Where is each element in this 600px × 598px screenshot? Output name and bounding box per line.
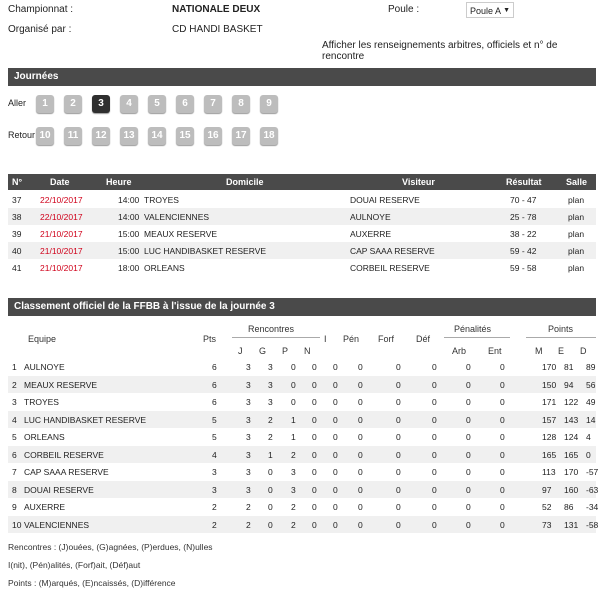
standings-j: 3 (246, 379, 251, 390)
standings-ent: 0 (500, 379, 505, 390)
match-date: 21/10/2017 (40, 263, 83, 273)
standings-p: 2 (291, 449, 296, 460)
match-num: 37 (12, 195, 22, 205)
standings-team: AUXERRE (24, 502, 66, 512)
standings-pen: 0 (358, 379, 363, 390)
standings-e: 143 (564, 414, 579, 425)
standings-pen: 0 (358, 449, 363, 460)
col-d: D (580, 346, 587, 356)
standings-rank: 1 (12, 362, 17, 372)
standings-g: 3 (268, 362, 273, 372)
chevron-down-icon: ▼ (503, 7, 510, 14)
standings-team: TROYES (24, 397, 59, 407)
standings-i: 0 (333, 484, 338, 495)
matches-header (8, 174, 596, 190)
poule-label: Poule : (388, 4, 420, 15)
match-resultat: 59 - 58 (510, 263, 537, 273)
standings-g: 0 (268, 484, 273, 495)
standings-forf: 0 (396, 362, 401, 372)
championnat-label: Championnat : (8, 4, 74, 15)
match-visiteur: CAP SAAA RESERVE (350, 246, 435, 256)
match-row (8, 191, 596, 208)
standings-forf: 0 (396, 449, 401, 460)
standings-ent: 0 (500, 362, 505, 372)
standings-p: 0 (291, 397, 296, 407)
col-g: G (259, 346, 267, 356)
standings-g: 3 (268, 379, 273, 390)
standings-d: -58 (586, 519, 599, 530)
standings-n: 0 (312, 362, 317, 372)
col-equipe: Equipe (28, 334, 57, 344)
legend-line-3: Points : (M)arqués, (E)ncaissés, (D)ifférence (8, 578, 176, 588)
col-salle: Salle (566, 177, 588, 187)
standings-i: 0 (333, 379, 338, 390)
standings-rank: 4 (12, 414, 17, 425)
col-n: N (304, 346, 311, 356)
round-button-9[interactable]: 9 (260, 95, 278, 113)
standings-e: 94 (564, 379, 574, 390)
col-arb: Arb (452, 346, 467, 356)
legend-line-1: Rencontres : (J)ouées, (G)agnées, (P)erdues, (N)ulles (8, 542, 213, 552)
round-button-12[interactable]: 12 (92, 127, 110, 145)
match-row (8, 208, 596, 225)
match-num: 38 (12, 212, 22, 222)
standings-ent: 0 (500, 432, 505, 442)
standings-def: 0 (432, 379, 437, 390)
standings-pts: 4 (212, 449, 217, 460)
round-button-15[interactable]: 15 (176, 127, 194, 145)
col-def: Déf (416, 334, 431, 344)
standings-n: 0 (312, 379, 317, 390)
legend-line-2: I(nit), (Pén)alités, (Forf)ait, (Déf)aut (8, 560, 141, 570)
standings-ent: 0 (500, 484, 505, 495)
standings-forf: 0 (396, 379, 401, 390)
standings-row (8, 428, 596, 445)
standings-rank: 10 (12, 519, 22, 530)
match-row (8, 242, 596, 259)
standings-ent: 0 (500, 397, 505, 407)
col-num: N° (12, 177, 23, 187)
standings-def: 0 (432, 362, 437, 372)
round-button-4[interactable]: 4 (120, 95, 138, 113)
standings-pen: 0 (358, 397, 363, 407)
standings-n: 0 (312, 484, 317, 495)
col-e: E (558, 346, 565, 356)
col-ent: Ent (488, 346, 502, 356)
standings-p: 2 (291, 502, 296, 512)
standings-m: 52 (542, 502, 552, 512)
standings-title: Classement officiel de la FFBB à l'issue de la journée 3 (14, 301, 275, 312)
standings-e: 124 (564, 432, 579, 442)
standings-row (8, 498, 599, 515)
standings-def: 0 (432, 519, 437, 530)
standings-team: ORLEANS (24, 432, 65, 442)
standings-arb: 0 (466, 432, 471, 442)
match-domicile: LUC HANDIBASKET RESERVE (144, 246, 267, 256)
standings-d: 49 (586, 397, 596, 407)
match-heure: 15:00 (118, 246, 140, 256)
standings-g: 2 (268, 414, 273, 425)
standings-n: 0 (312, 502, 317, 512)
standings-forf: 0 (396, 467, 401, 477)
col-visiteur: Visiteur (402, 177, 435, 187)
standings-m: 97 (542, 484, 552, 495)
match-date: 22/10/2017 (40, 195, 83, 205)
standings-d: -34 (586, 502, 599, 512)
standings-row (8, 446, 596, 463)
col-points: Points (548, 324, 574, 334)
standings-pts: 2 (212, 502, 217, 512)
match-date: 21/10/2017 (40, 246, 83, 256)
standings-pen: 0 (358, 414, 363, 425)
round-button-1[interactable]: 1 (36, 95, 54, 113)
standings-pts: 3 (212, 467, 217, 477)
match-visiteur: CORBEIL RESERVE (350, 263, 430, 273)
standings-e: 86 (564, 502, 574, 512)
match-domicile: TROYES (144, 195, 179, 205)
standings-pts: 6 (212, 362, 217, 372)
col-rencontres: Rencontres (248, 324, 295, 334)
poule-select[interactable] (466, 2, 514, 18)
standings-ent: 0 (500, 467, 505, 477)
standings-e: 81 (564, 362, 574, 372)
standings-m: 150 (542, 379, 557, 390)
standings-m: 170 (542, 362, 557, 372)
match-salle[interactable]: plan (568, 212, 585, 222)
round-button-3[interactable]: 3 (92, 95, 110, 113)
round-button-6[interactable]: 6 (176, 95, 194, 113)
journees-title: Journées (14, 71, 59, 82)
round-button-7[interactable]: 7 (204, 95, 222, 113)
poule-select-value: Poule A (470, 6, 502, 16)
standings-e: 165 (564, 449, 579, 460)
standings-m: 113 (542, 467, 556, 477)
standings-g: 0 (268, 502, 273, 512)
championnat-value: NATIONALE DEUX (172, 4, 261, 15)
standings-i: 0 (333, 414, 338, 425)
standings-pen: 0 (358, 519, 363, 530)
standings-team: LUC HANDIBASKET RESERVE (24, 414, 147, 425)
standings-p: 3 (291, 467, 296, 477)
round-button-17[interactable]: 17 (232, 127, 250, 145)
standings-n: 0 (312, 519, 317, 530)
standings-j: 2 (246, 519, 251, 530)
match-heure: 14:00 (118, 195, 140, 205)
standings-pen: 0 (358, 432, 363, 442)
standings-pen: 0 (358, 362, 363, 372)
round-button-14[interactable]: 14 (148, 127, 166, 145)
round-button-10[interactable]: 10 (36, 127, 54, 145)
standings-rank: 3 (12, 397, 17, 407)
round-button-18[interactable]: 18 (260, 127, 278, 145)
standings-e: 122 (564, 397, 579, 407)
match-salle[interactable]: plan (568, 195, 585, 205)
col-j: J (238, 346, 243, 356)
match-num: 39 (12, 229, 22, 239)
standings-ent: 0 (500, 414, 505, 425)
col-p: P (282, 346, 289, 356)
match-salle[interactable]: plan (568, 263, 585, 273)
standings-forf: 0 (396, 502, 401, 512)
standings-m: 157 (542, 414, 557, 425)
standings-e: 160 (564, 484, 579, 495)
standings-team: AULNOYE (24, 362, 65, 372)
journees-bar (8, 68, 596, 86)
match-heure: 18:00 (118, 263, 140, 273)
standings-m: 165 (542, 449, 557, 460)
standings-d: 89 (586, 362, 596, 372)
standings-arb: 0 (466, 502, 471, 512)
standings-arb: 0 (466, 467, 471, 477)
round-button-8[interactable]: 8 (232, 95, 250, 113)
standings-i: 0 (333, 362, 338, 372)
match-date: 21/10/2017 (40, 229, 83, 239)
standings-row (8, 516, 599, 533)
standings-g: 2 (268, 432, 273, 442)
info-link[interactable]: Afficher les renseignements arbitres, officiels et n° de rencontre (322, 40, 558, 62)
standings-def: 0 (432, 397, 437, 407)
standings-row (8, 481, 599, 498)
standings-e: 170 (564, 467, 579, 477)
match-domicile: VALENCIENNES (144, 212, 210, 222)
organise-label: Organisé par : (8, 24, 72, 35)
standings-i: 0 (333, 432, 338, 442)
standings-j: 3 (246, 397, 251, 407)
standings-p: 0 (291, 362, 296, 372)
standings-j: 2 (246, 502, 251, 512)
standings-p: 2 (291, 519, 296, 530)
standings-arb: 0 (466, 449, 471, 460)
standings-pen: 0 (358, 502, 363, 512)
match-heure: 15:00 (118, 229, 140, 239)
standings-i: 0 (333, 449, 338, 460)
match-domicile: ORLEANS (144, 263, 185, 273)
standings-i: 0 (333, 502, 338, 512)
standings-row (8, 376, 596, 393)
standings-i: 0 (333, 467, 338, 477)
standings-rank: 5 (12, 432, 17, 442)
standings-pts: 2 (212, 519, 217, 530)
standings-d: -57 (586, 467, 599, 477)
col-pen: Pén (343, 334, 360, 344)
standings-team: MEAUX RESERVE (24, 379, 98, 390)
standings-arb: 0 (466, 362, 471, 372)
standings-pts: 5 (212, 414, 217, 425)
standings-g: 1 (268, 449, 273, 460)
standings-rank: 2 (12, 379, 17, 390)
match-visiteur: AULNOYE (350, 212, 391, 222)
match-row (8, 225, 596, 242)
round-button-5[interactable]: 5 (148, 95, 166, 113)
standings-rank: 8 (12, 484, 17, 495)
standings-forf: 0 (396, 519, 401, 530)
round-button-2[interactable]: 2 (64, 95, 82, 113)
standings-ent: 0 (500, 449, 505, 460)
standings-i: 0 (333, 397, 338, 407)
standings-def: 0 (432, 484, 437, 495)
standings-def: 0 (432, 467, 437, 477)
organise-value: CD HANDI BASKET (172, 24, 263, 35)
standings-pts: 6 (212, 397, 217, 407)
standings-arb: 0 (466, 519, 471, 530)
match-domicile: MEAUX RESERVE (144, 229, 218, 239)
standings-forf: 0 (396, 432, 401, 442)
standings-team: VALENCIENNES (24, 519, 90, 530)
match-visiteur: AUXERRE (350, 229, 392, 239)
standings-j: 3 (246, 484, 251, 495)
points-underline (526, 337, 596, 338)
round-button-16[interactable]: 16 (204, 127, 222, 145)
standings-ent: 0 (500, 519, 505, 530)
match-resultat: 70 - 47 (510, 195, 537, 205)
match-row (8, 259, 596, 276)
standings-p: 0 (291, 379, 296, 390)
match-date: 22/10/2017 (40, 212, 83, 222)
standings-g: 0 (268, 467, 273, 477)
standings-g: 3 (268, 397, 273, 407)
standings-n: 0 (312, 449, 317, 460)
standings-def: 0 (432, 502, 437, 512)
standings-forf: 0 (396, 397, 401, 407)
standings-e: 131 (564, 519, 579, 530)
standings-def: 0 (432, 414, 437, 425)
col-date: Date (50, 177, 70, 187)
match-salle[interactable]: plan (568, 229, 585, 239)
standings-row (8, 393, 596, 410)
standings-p: 1 (291, 432, 296, 442)
match-num: 41 (12, 263, 22, 273)
standings-m: 73 (542, 519, 552, 530)
standings-n: 0 (312, 397, 317, 407)
match-resultat: 38 - 22 (510, 229, 537, 239)
standings-row (8, 358, 596, 375)
col-m: M (535, 346, 543, 356)
round-button-11[interactable]: 11 (64, 127, 82, 145)
standings-n: 0 (312, 467, 317, 477)
col-heure: Heure (106, 177, 132, 187)
col-resultat: Résultat (506, 177, 542, 187)
standings-j: 3 (246, 467, 251, 477)
rencontres-underline (232, 337, 320, 338)
standings-j: 3 (246, 414, 251, 425)
standings-arb: 0 (466, 379, 471, 390)
standings-forf: 0 (396, 414, 401, 425)
standings-rank: 7 (12, 467, 17, 477)
standings-arb: 0 (466, 414, 471, 425)
standings-team: DOUAI RESERVE (24, 484, 94, 495)
col-forf: Forf (378, 334, 395, 344)
standings-m: 171 (542, 397, 557, 407)
match-salle[interactable]: plan (568, 246, 585, 256)
match-resultat: 25 - 78 (510, 212, 537, 222)
standings-n: 0 (312, 414, 317, 425)
standings-arb: 0 (466, 484, 471, 495)
standings-j: 3 (246, 362, 251, 372)
standings-forf: 0 (396, 484, 401, 495)
standings-rank: 9 (12, 502, 17, 512)
retour-label: Retour (8, 130, 36, 140)
standings-i: 0 (333, 519, 338, 530)
standings-row (8, 463, 599, 480)
col-pts: Pts (203, 334, 217, 344)
standings-row (8, 411, 596, 428)
standings-team: CAP SAAA RESERVE (24, 467, 109, 477)
standings-g: 0 (268, 519, 273, 530)
standings-pen: 0 (358, 484, 363, 495)
round-button-13[interactable]: 13 (120, 127, 138, 145)
standings-d: 14 (586, 414, 596, 425)
standings-rank: 6 (12, 449, 17, 460)
col-i: I (324, 334, 327, 344)
standings-n: 0 (312, 432, 317, 442)
standings-j: 3 (246, 432, 251, 442)
standings-d: 56 (586, 379, 596, 390)
col-domicile: Domicile (226, 177, 264, 187)
match-visiteur: DOUAI RESERVE (350, 195, 420, 205)
standings-def: 0 (432, 432, 437, 442)
standings-j: 3 (246, 449, 251, 460)
standings-bar (8, 298, 596, 316)
standings-m: 128 (542, 432, 557, 442)
standings-p: 1 (291, 414, 296, 425)
match-resultat: 59 - 42 (510, 246, 537, 256)
penalites-underline (444, 337, 510, 338)
standings-d: -63 (586, 484, 599, 495)
standings-team: CORBEIL RESERVE (24, 449, 104, 460)
standings-pts: 3 (212, 484, 217, 495)
standings-d: 0 (586, 449, 591, 460)
match-heure: 14:00 (118, 212, 140, 222)
match-num: 40 (12, 246, 22, 256)
standings-def: 0 (432, 449, 437, 460)
standings-ent: 0 (500, 502, 505, 512)
standings-pen: 0 (358, 467, 363, 477)
standings-pts: 5 (212, 432, 217, 442)
aller-label: Aller (8, 98, 27, 108)
standings-arb: 0 (466, 397, 471, 407)
standings-d: 4 (586, 432, 591, 442)
standings-p: 3 (291, 484, 296, 495)
col-penalites: Pénalités (454, 324, 492, 334)
standings-pts: 6 (212, 379, 217, 390)
